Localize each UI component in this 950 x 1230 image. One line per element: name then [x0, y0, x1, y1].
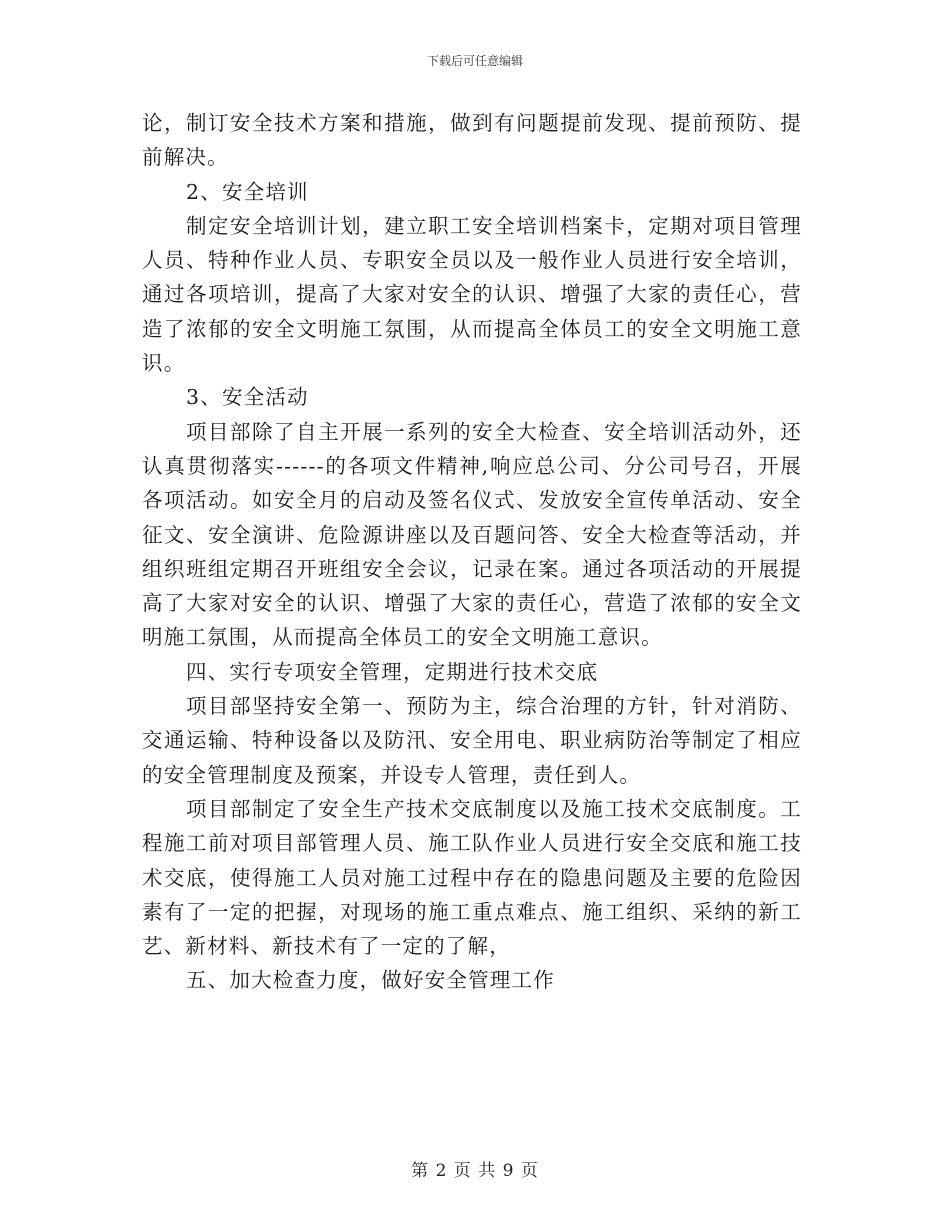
heading-safety-activities: 3、安全活动 [186, 385, 309, 410]
heading-inspection: 五、加大检查力度，做好安全管理工作 [186, 968, 555, 993]
paragraph-safety-activities: 项目部除了自主开展一系列的安全大检查、安全培训活动外，还认真贯彻落实------的各项文件精神,响应总公司、分公司号召，开展各项活动。如安全月的启动及签名仪式、发放安全宣传单活动、安全征文、安全演讲、危险源讲座以及百题问答、安全大检查等活动，并组织班组定期召开班组安全会议，记录在案。通过各项活动的开展提高了大家对安全的认识、增强了大家的责任心，营造了浓郁的安全文明施工氛围，从而提高全体员工的安全文明施工意识。 [142, 419, 802, 650]
paragraph-safety-policy: 项目部坚持安全第一、预防为主，综合治理的方针，针对消防、交通运输、特种设备以及防汛、安全用电、职业病防治等制定了相应的安全管理制度及预案，并设专人管理，责任到人。 [142, 694, 802, 787]
heading-special-safety-management: 四、实行专项安全管理，定期进行技术交底 [186, 659, 599, 684]
heading-safety-training: 2、安全培训 [186, 179, 309, 204]
page-header-note: 下载后可任意编辑 [426, 54, 523, 68]
paragraph-technical-disclosure: 项目部制定了安全生产技术交底制度以及施工技术交底制度。工程施工前对项目部管理人员、施工队作业人员进行安全交底和施工技术交底，使得施工人员对施工过程中存在的隐患问题及主要的危险因素有了一定的把握，对现场的施工重点难点、施工组织、采纳的新工艺、新材料、新技术有了一定的了解， [142, 796, 802, 959]
page-number: 第 2 页 共 9 页 [411, 1161, 539, 1181]
paragraph-continuation: 论，制订安全技术方案和措施，做到有问题提前发现、提前预防、提前解决。 [142, 111, 802, 170]
paragraph-safety-training: 制定安全培训计划，建立职工安全培训档案卡，定期对项目管理人员、特种作业人员、专职安全员以及一般作业人员进行安全培训，通过各项培训，提高了大家对安全的认识、增强了大家的责任心，营造了浓郁的安全文明施工氛围，从而提高全体员工的安全文明施工意识。 [142, 213, 802, 376]
document-body [142, 106, 802, 998]
